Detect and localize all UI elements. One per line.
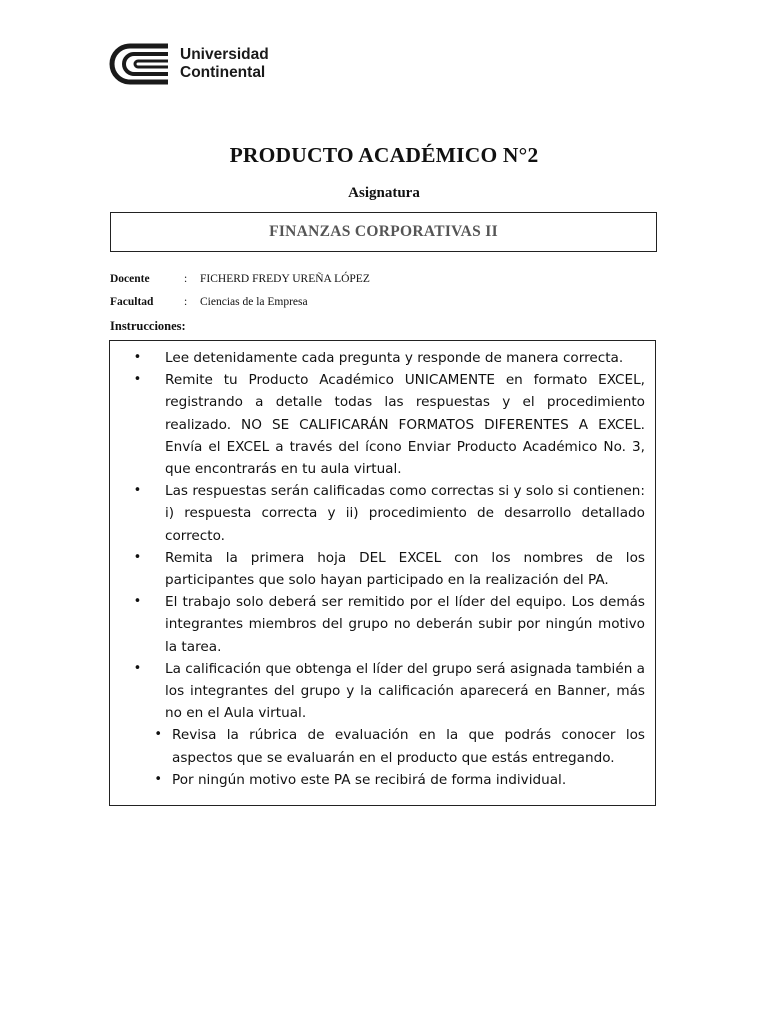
instructions-list [110, 341, 655, 791]
bullet-icon: • [133, 660, 142, 676]
instruction-item [110, 347, 645, 369]
bullet-icon: • [133, 594, 142, 610]
docente-label: Docente [110, 273, 150, 285]
facultad-value: Ciencias de la Empresa [200, 296, 308, 308]
instructions-box [109, 340, 656, 806]
docente-value: FICHERD FREDY UREÑA LÓPEZ [200, 273, 370, 285]
instruction-text: Remite tu Producto Académico UNICAMENTE en formato EXCEL, registrando a detalle todas las respuestas y el procedimiento realizado. NO SE CALIFICARÁN FORMATOS DIFERENTES A EXCEL. Envía el EXCEL a través del ícono Enviar Producto Académico No. 3, que encontrarás en tu aula virtual. [165, 372, 645, 478]
bullet-icon: • [133, 483, 142, 499]
instruction-item [110, 547, 645, 591]
bullet-icon: • [154, 771, 162, 787]
instruction-item [110, 369, 645, 480]
subject-label: Asignatura [348, 185, 420, 201]
facultad-label: Facultad [110, 296, 154, 308]
universidad-continental-logo-icon [108, 42, 170, 86]
instruction-text: Lee detenidamente cada pregunta y responde de manera correcta. [165, 350, 624, 366]
logo-line-1: Universidad [180, 46, 269, 63]
docente-row [110, 273, 370, 285]
instruction-text: Por ningún motivo este PA se recibirá de forma individual. [172, 771, 567, 788]
docente-separator: : [184, 273, 188, 285]
facultad-separator: : [184, 296, 188, 308]
instruction-text: Revisa la rúbrica de evaluación en la que podrás conocer los aspectos que se evaluarán en el producto que estás entregando. [172, 727, 645, 766]
facultad-row [110, 296, 308, 308]
instruction-item [110, 480, 645, 547]
university-logo [108, 42, 269, 86]
instruction-text: El trabajo solo deberá ser remitido por el líder del equipo. Los demás integrantes miembros del grupo no deberán subir por ningún motivo la tarea. [165, 594, 645, 655]
instruction-text: Remita la primera hoja DEL EXCEL con los nombres de los participantes que solo hayan participado en la realización del PA. [165, 549, 645, 589]
instruction-item [110, 769, 645, 791]
instructions-label: Instrucciones: [110, 319, 186, 333]
bullet-icon: • [133, 549, 142, 565]
instruction-text: Las respuestas serán calificadas como correctas si y solo si contienen: i) respuesta correcta y ii) procedimiento de desarrollo detallado correcto. [165, 483, 645, 544]
bullet-icon: • [154, 727, 162, 743]
instruction-text: La calificación que obtenga el líder del grupo será asignada también a los integrantes del grupo y la calificación aparecerá en Banner, más no en el Aula virtual. [165, 660, 645, 722]
course-name: FINANZAS CORPORATIVAS II [269, 223, 498, 240]
instruction-item [110, 658, 645, 725]
logo-line-2: Continental [180, 64, 266, 81]
course-box [110, 212, 657, 252]
document-title: PRODUCTO ACADÉMICO N°2 [229, 143, 539, 167]
instruction-item [110, 724, 645, 768]
bullet-icon: • [133, 350, 142, 365]
logo-wordmark [180, 46, 269, 82]
instruction-item [110, 591, 645, 658]
bullet-icon: • [133, 372, 142, 388]
